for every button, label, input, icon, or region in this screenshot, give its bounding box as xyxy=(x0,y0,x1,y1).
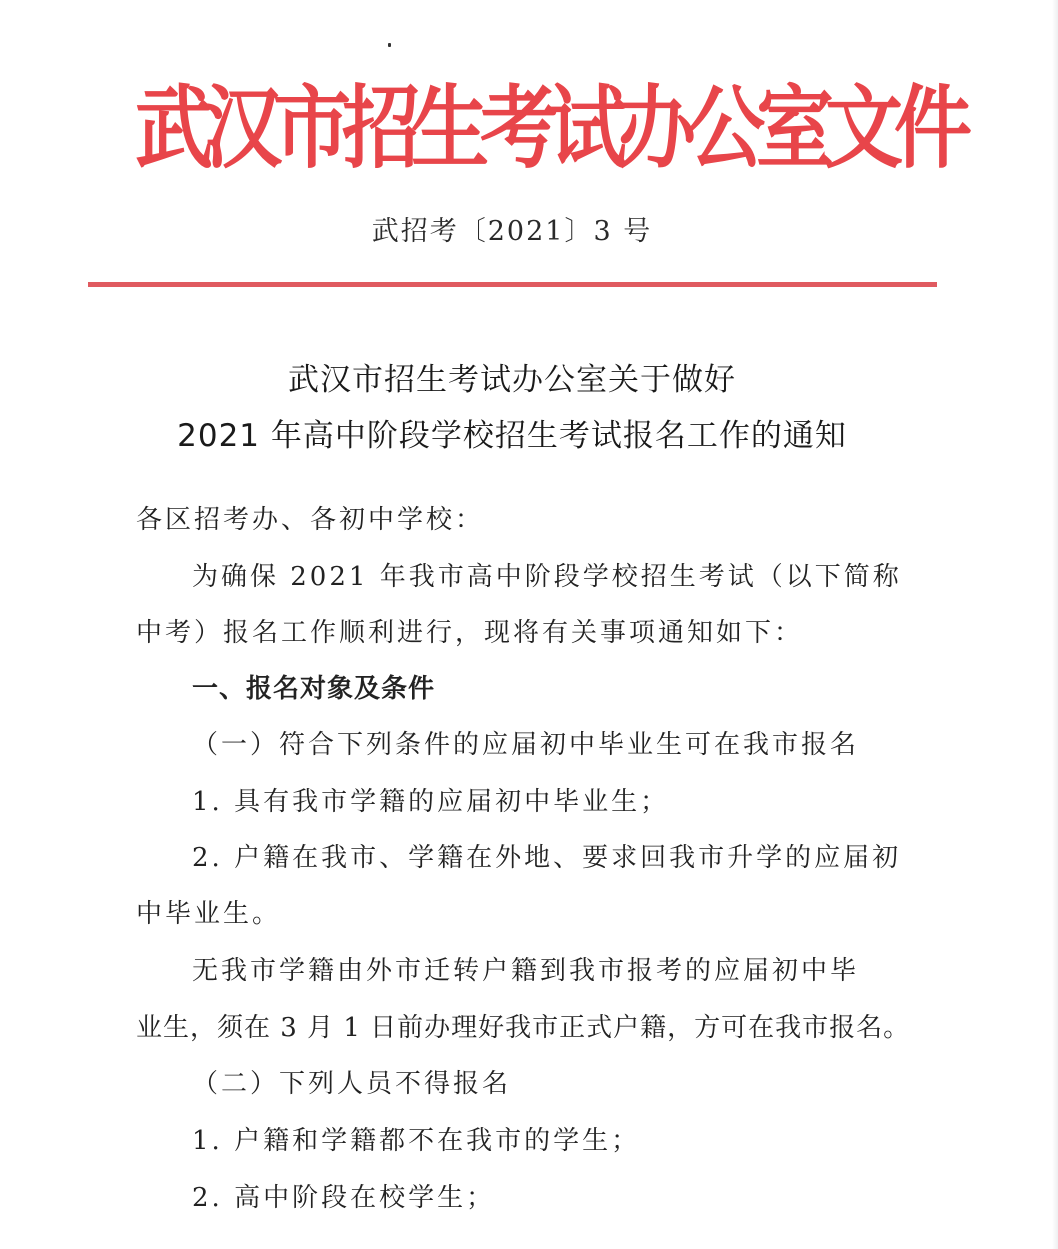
banner-char: 件 xyxy=(894,76,973,181)
banner-char: 生 xyxy=(411,76,490,181)
intro-paragraph-line-1: 为确保 2021 年我市高中阶段学校招生考试（以下简称 xyxy=(192,562,902,592)
subsection-heading-1: （一）符合下列条件的应届初中毕业生可在我市报名 xyxy=(192,730,860,760)
section-heading-1: 一、报名对象及条件 xyxy=(192,674,436,704)
red-header-banner xyxy=(135,74,973,184)
document-number: 武招考〔2021〕3 号 xyxy=(371,216,653,247)
list-item: 1. 具有我市学籍的应届初中毕业生； xyxy=(192,787,670,817)
banner-char: 武 xyxy=(135,76,214,181)
banner-char: 公 xyxy=(687,76,766,181)
banner-char: 室 xyxy=(756,76,835,181)
banner-char: 文 xyxy=(825,76,904,181)
list-item-continuation: 中毕业生。 xyxy=(136,899,282,929)
notice-title-line-1: 武汉市招生考试办公室关于做好 xyxy=(288,362,736,398)
banner-char: 试 xyxy=(549,76,628,181)
note-paragraph-line-1: 无我市学籍由外市迁转户籍到我市报考的应届初中毕 xyxy=(192,956,860,986)
notice-title-line-2: 2021 年高中阶段学校招生考试报名工作的通知 xyxy=(177,418,847,454)
red-divider-rule xyxy=(88,282,937,287)
salutation: 各区招考办、各初中学校： xyxy=(136,505,485,535)
banner-char: 市 xyxy=(273,76,352,181)
banner-char: 招 xyxy=(342,76,421,181)
banner-char: 办 xyxy=(618,76,697,181)
list-item: 2. 户籍在我市、学籍在外地、要求回我市升学的应届初 xyxy=(192,843,902,873)
list-item: 2. 高中阶段在校学生； xyxy=(192,1183,496,1213)
banner-char: 汉 xyxy=(204,76,283,181)
page-edge-shadow xyxy=(1052,0,1058,1249)
subsection-heading-2: （二）下列人员不得报名 xyxy=(192,1069,512,1099)
note-paragraph-line-2: 业生，须在 3 月 1 日前办理好我市正式户籍，方可在我市报名。 xyxy=(136,1013,911,1043)
banner-char: 考 xyxy=(480,76,559,181)
scan-speck xyxy=(388,43,391,47)
intro-paragraph-line-2: 中考）报名工作顺利进行，现将有关事项通知如下： xyxy=(136,618,804,648)
list-item: 1. 户籍和学籍都不在我市的学生； xyxy=(192,1126,641,1156)
